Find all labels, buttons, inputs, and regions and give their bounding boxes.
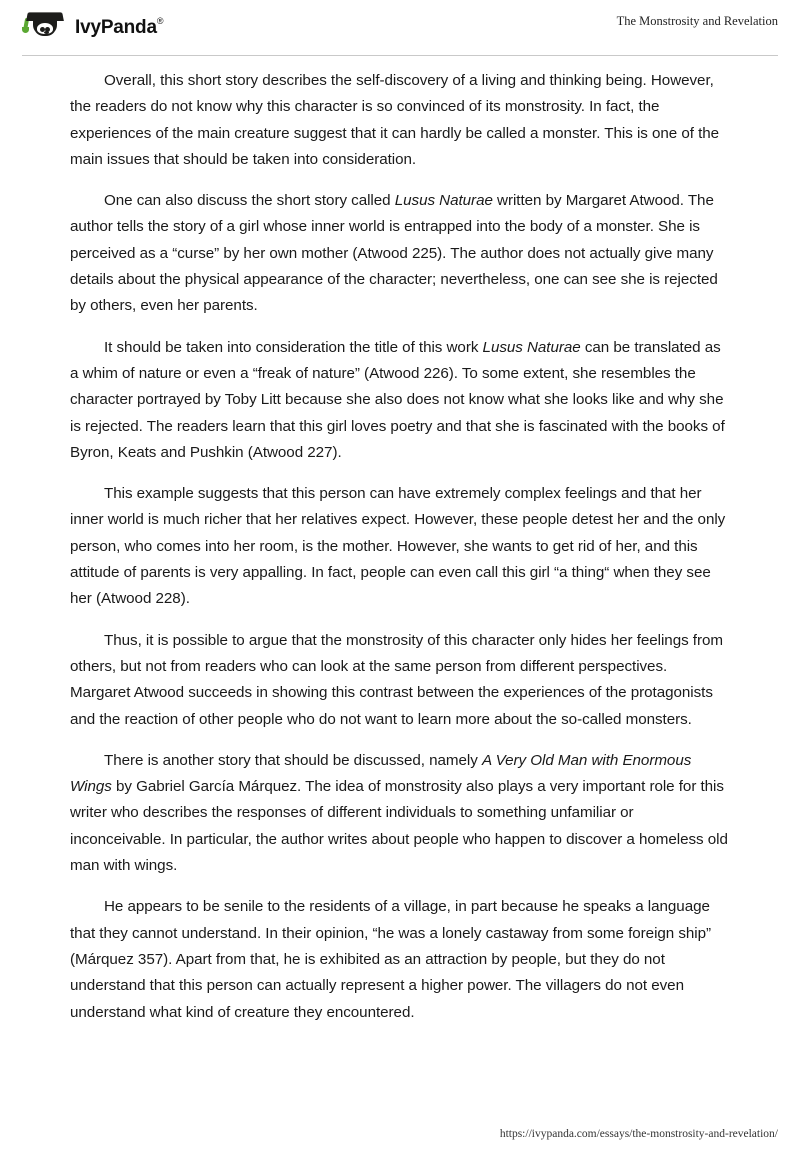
- body-paragraph: [70, 335, 730, 466]
- document-title: The Monstrosity and Revelation: [616, 14, 778, 28]
- page-header: [0, 0, 800, 56]
- header-divider: [22, 55, 778, 56]
- paragraph-text: can be translated as a whim of nature or even a “freak of nature” (Atwood 226). To some extent, she resembles the character portrayed by Toby Litt because she also does not know what she looks like and why she is rejected. The readers learn that this girl loves poetry and that she is fascinated with the books of Byron, Keats and Pushkin (Atwood 227).: [70, 338, 725, 461]
- body-paragraph: [70, 628, 730, 733]
- footer-source-url[interactable]: https://ivypanda.com/essays/the-monstrosity-and-revelation/: [499, 1128, 778, 1140]
- document-body: [70, 68, 730, 1041]
- paragraph-text: Overall, this short story describes the self-discovery of a living and thinking being. However, the readers do not know why this character is so convinced of its monstrosity. In fact, the experiences of the main creature suggest that it can hardly be called a monster. This is one of the main issues that should be taken into consideration.: [70, 72, 720, 168]
- paragraph-text: written by Margaret Atwood. The author tells the story of a girl whose inner world is entrapped into the body of a monster. She is perceived as a “curse” by her own mother (Atwood 225). The author does not actually give many details about the physical appearance of the character; nevertheless, one can see she is rejected by others, even her parents.: [70, 192, 718, 315]
- paragraph-text: One can also discuss the short story called: [104, 192, 395, 210]
- italic-title-text: Lusus Naturae: [394, 192, 493, 210]
- brand-name-text: IvyPanda: [75, 17, 157, 38]
- paragraph-text: by Gabriel García Márquez. The idea of monstrosity also plays a very important role for this writer who describes the responses of different individuals to something unfamiliar or inconceivable. In particular, the author writes about people who happen to discover a homeless old man with wings.: [70, 778, 728, 875]
- body-paragraph: [70, 748, 730, 879]
- paragraph-text: It should be taken into consideration the title of this work: [104, 338, 483, 356]
- italic-title-text: A Very Old Man with Enormous Wings: [70, 751, 692, 796]
- paragraph-text: He appears to be senile to the residents of a village, in part because he speaks a language that they cannot understand. In their opinion, “he was a lonely castaway from some foreign ship” (Márquez 357). Apart from that, he is exhibited as an attraction by people, but they do not understand that this person can actually represent a higher power. The villagers do not even understand what kind of creature they encountered.: [70, 898, 712, 1021]
- body-paragraph: [70, 481, 730, 612]
- body-paragraph: [70, 894, 730, 1025]
- panda-snout: [44, 31, 49, 34]
- paragraph-text: This example suggests that this person can have extremely complex feelings and that her inner world is much richer that her relatives expect. However, these people detest her and the only person, who comes into her room, is the mother. However, she wants to get rid of her, and this attitude of parents is very appalling. In fact, people can even call this girl “a thing“ when they see her (Atwood 228).: [70, 485, 726, 608]
- brand-registered-mark: ®: [156, 15, 164, 26]
- body-paragraph: [70, 68, 730, 173]
- italic-title-text: Lusus Naturae: [482, 338, 581, 356]
- body-paragraph: [70, 188, 730, 319]
- paragraph-text: There is another story that should be discussed, namely: [104, 751, 482, 769]
- paragraph-text: Thus, it is possible to argue that the monstrosity of this character only hides her feelings from others, but not from readers who can look at the same person from different perspectives. Margaret Atwood succeeds in showing this contrast between the experiences of the protagonists and the reaction of other people who do not want to learn more about the so-called monsters.: [70, 631, 723, 728]
